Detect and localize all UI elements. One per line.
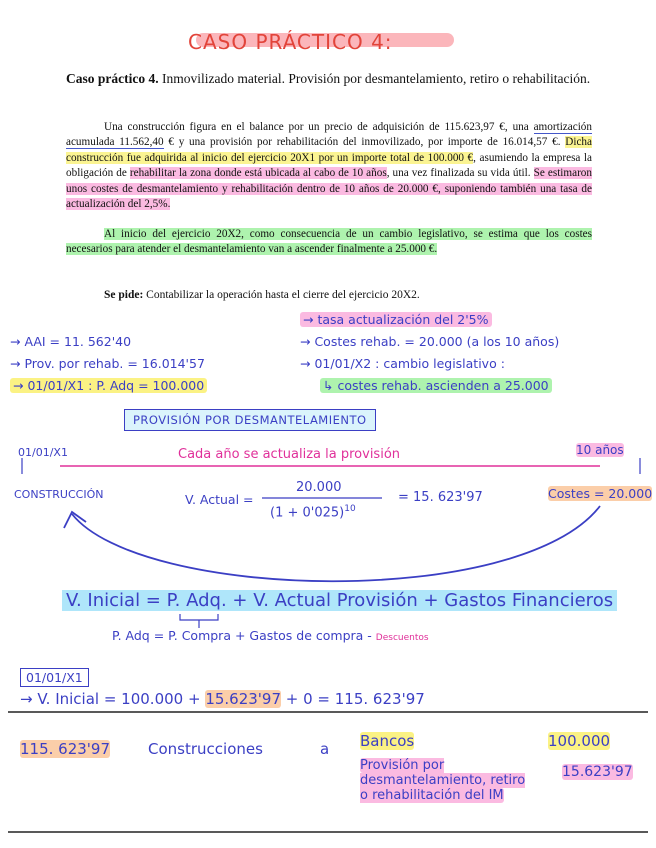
timeline-start-date: 01/01/X1 xyxy=(18,446,68,459)
v-actual-label: V. Actual = xyxy=(185,492,254,507)
entry-credit-provision xyxy=(360,758,530,803)
padq-bracket xyxy=(180,614,218,620)
v-actual-result: = 15. 623'97 xyxy=(398,490,483,505)
para1-text-3: € y una provisión por rehabilitación del inmovilizado, por importe de 16.014,57 €. xyxy=(163,136,566,149)
entry-credit-provision-text: Provisión por desmantelamiento, retiro o rehabilitación del IM xyxy=(360,758,526,803)
calc-pre: → V. Inicial = 100.000 + xyxy=(20,690,206,708)
note-cambio: → 01/01/X2 : cambio legislativo : xyxy=(300,356,505,371)
note-adq: → 01/01/X1 : P. Adq = 100.000 xyxy=(10,378,207,393)
task-text: Contabilizar la operación hasta el cierre del ejercicio 20X2. xyxy=(143,289,420,301)
note-costes: → Costes rehab. = 20.000 (a los 10 años) xyxy=(300,334,560,349)
initial-value-formula xyxy=(62,590,617,611)
timeline-caption: Cada año se actualiza la provisión xyxy=(178,447,401,462)
initial-value-calc xyxy=(20,690,425,708)
para1-text-5: , asumiendo la empresa la obligación de xyxy=(66,151,593,180)
entry-credit-provision-amount xyxy=(562,764,633,780)
para1-estimates: Se estimaron unos costes de desmantelamiento y rehabilitación dentro de 10 años de 20.000 €, suponiendo también una tasa de actualización del 2,5%. xyxy=(66,167,592,211)
provision-box-title: PROVISIÓN POR DESMANTELAMIENTO xyxy=(124,409,376,431)
costs-text: Costes = 20.000 xyxy=(548,486,653,501)
entry-credit-bancos-text: Bancos xyxy=(360,732,415,750)
entry-credit-bancos xyxy=(360,732,414,750)
note-tasa: → tasa actualización del 2'5% xyxy=(300,312,492,327)
entry-credit-bancos-amount-text: 100.000 xyxy=(548,732,611,750)
para1-amortization: amortización acumulada 11.562,40 xyxy=(66,121,592,149)
timeline-end-text: 10 años xyxy=(576,443,624,457)
entry-credit-bancos-amount xyxy=(548,732,610,750)
denominator-exponent: 10 xyxy=(344,504,356,514)
calc-post: + 0 = 115. 623'97 xyxy=(281,690,425,708)
fraction-denominator xyxy=(270,504,356,520)
note-prov: → Prov. por rehab. = 16.014'57 xyxy=(10,356,205,371)
formula-padq: P. Adq. xyxy=(166,590,227,611)
calc-highlight: 15.623'97 xyxy=(205,690,282,708)
construction-label: CONSTRUCCIÓN xyxy=(14,488,104,501)
para2-text: Al inicio del ejercicio 20X2, como consecuencia de un cambio legislativo, se estima que los costes necesarios para atender el desmantelamiento van a ascender finalmente a 25.000 €. xyxy=(66,228,592,256)
formula-vinicial: V. Inicial = xyxy=(66,590,167,611)
task-label: Se pide: xyxy=(104,289,144,301)
note-aai: → AAI = 11. 562'40 xyxy=(10,334,132,349)
para1-acquisition: Dicha construcción fue adquirida al inicio del ejercicio 20X1 por un importe total de 100.000 € xyxy=(66,136,592,164)
entry-connector: a xyxy=(320,740,330,758)
acquisition-price-formula xyxy=(112,628,429,643)
formula-sub-discounts: Descuentos xyxy=(375,633,429,643)
entry-credit-provision-amount-text: 15.623'97 xyxy=(562,764,633,780)
costs-label xyxy=(548,486,652,501)
denominator-text: (1 + 0'025) xyxy=(270,505,345,521)
entry-debit-amount xyxy=(20,740,110,758)
para1-text-7: , una vez finalizada su vida útil. xyxy=(386,167,534,180)
fraction-numerator: 20.000 xyxy=(296,480,342,495)
para1-text-1: Una construcción figura en el balance por un precio de adquisición de 115.623,97 €, una xyxy=(104,121,534,133)
page-title: CASO PRÁCTICO 4: xyxy=(188,30,393,54)
calc-date-box: 01/01/X1 xyxy=(20,668,89,687)
formula-rest: + V. Actual Provisión + Gastos Financieros xyxy=(226,590,614,611)
para1-rehab: rehabilitar la zona donde está ubicada al cabo de 10 años xyxy=(129,167,387,180)
entry-debit-account: Construcciones xyxy=(148,740,263,758)
note-ascienden: ↳ costes rehab. ascienden a 25.000 xyxy=(320,378,552,393)
entry-debit-amount-text: 115. 623'97 xyxy=(20,740,111,758)
heading-bold: Caso práctico 4. xyxy=(66,71,159,86)
heading-text: Inmovilizado material. Provisión por desmantelamiento, retiro o rehabilitación. xyxy=(158,71,591,86)
formula-sub-main: P. Adq = P. Compra + Gastos de compra - xyxy=(112,628,376,643)
